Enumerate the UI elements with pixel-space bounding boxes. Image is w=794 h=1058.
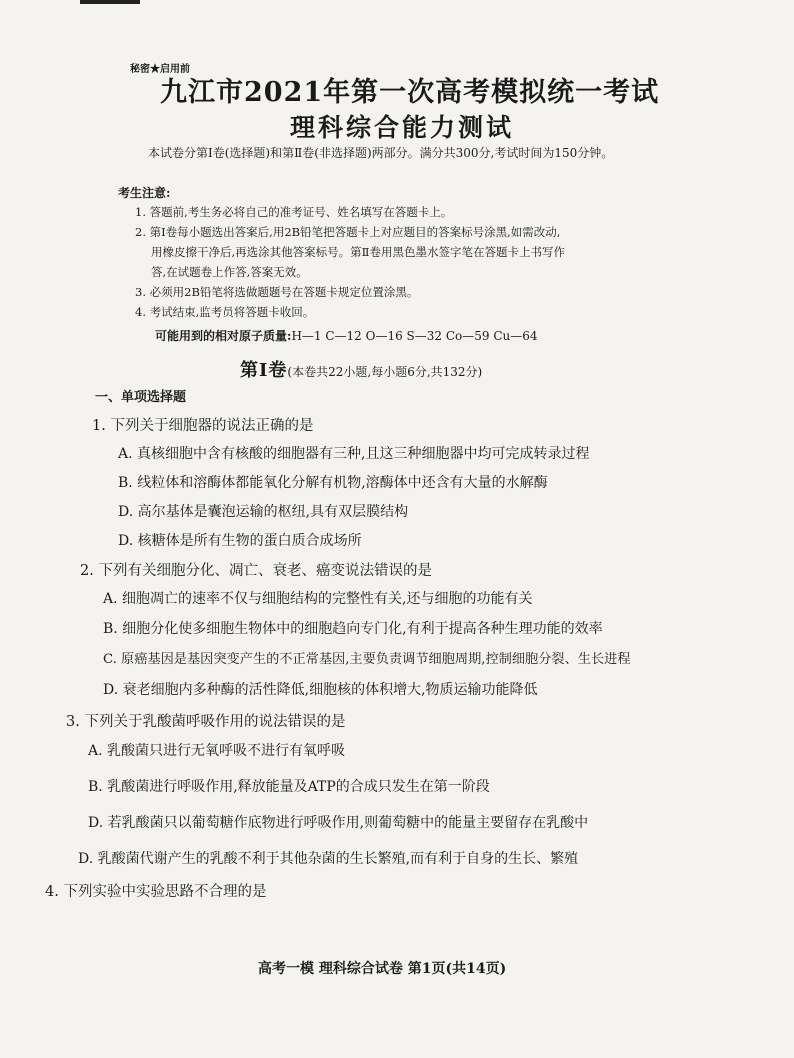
question-option: A. 真核细胞中含有核酸的细胞器有三种,且这三种细胞器中均可完成转录过程 xyxy=(118,446,590,462)
question-stem: 1. 下列关于细胞器的说法正确的是 xyxy=(92,418,314,434)
question-type: 一、单项选择题 xyxy=(95,390,187,405)
atomic-masses xyxy=(155,327,538,344)
note-item: 2. 第Ⅰ卷每小题选出答案后,用2B铅笔把答题卡上对应题目的答案标号涂黑,如需改动, xyxy=(135,225,561,239)
note-item: 3. 必须用2B铅笔将选做题题号在答题卡规定位置涂黑。 xyxy=(135,285,419,299)
question-option: C. 原癌基因是基因突变产生的不正常基因,主要负责调节细胞周期,控制细胞分裂、生长进程 xyxy=(103,652,631,667)
exam-subtitle: 理科综合能力测试 xyxy=(290,113,515,142)
note-item: 答,在试题卷上作答,答案无效。 xyxy=(151,265,308,279)
question-option: B. 线粒体和溶酶体都能氧化分解有机物,溶酶体中还含有大量的水解酶 xyxy=(118,475,548,491)
question-stem: 3. 下列关于乳酸菌呼吸作用的说法错误的是 xyxy=(66,714,346,730)
notes-list xyxy=(135,202,715,322)
intro-text: 本试卷分第Ⅰ卷(选择题)和第Ⅱ卷(非选择题)两部分。满分共300分,考试时间为150分钟。 xyxy=(148,146,614,160)
question-option: D. 衰老细胞内多种酶的活性降低,细胞核的体积增大,物质运输功能降低 xyxy=(103,682,538,698)
exam-intro xyxy=(118,142,708,164)
note-item: 4. 考试结束,监考员将答题卡收回。 xyxy=(135,305,315,319)
page-footer: 高考一模 理科综合试卷 第1页(共14页) xyxy=(258,961,507,977)
section-title: 第Ⅰ卷 xyxy=(240,360,288,381)
question-option: B. 乳酸菌进行呼吸作用,释放能量及ATP的合成只发生在第一阶段 xyxy=(88,779,490,795)
question-option: A. 乳酸菌只进行无氧呼吸不进行有氧呼吸 xyxy=(88,743,346,759)
question-option: D. 高尔基体是囊泡运输的枢纽,具有双层膜结构 xyxy=(118,504,409,520)
exam-title: 九江市2021年第一次高考模拟统一考试 xyxy=(160,77,660,108)
atomic-masses-values: H—1 C—12 O—16 S—32 Co—59 Cu—64 xyxy=(291,329,538,343)
note-item: 1. 答题前,考生务必将自己的准考证号、姓名填写在答题卡上。 xyxy=(135,205,453,219)
question-stem: 4. 下列实验中实验思路不合理的是 xyxy=(45,884,267,900)
atomic-masses-label: 可能用到的相对原子质量: xyxy=(155,329,292,343)
question-option: D. 若乳酸菌只以葡萄糖作底物进行呼吸作用,则葡萄糖中的能量主要留存在乳酸中 xyxy=(88,815,589,831)
note-item: 用橡皮擦干净后,再选涂其他答案标号。第Ⅱ卷用黑色墨水签字笔在答题卡上书写作 xyxy=(151,245,565,259)
question-stem: 2. 下列有关细胞分化、凋亡、衰老、癌变说法错误的是 xyxy=(80,563,432,579)
section-heading xyxy=(240,356,482,382)
question-option: B. 细胞分化使多细胞生物体中的细胞趋向专门化,有利于提高各种生理功能的效率 xyxy=(103,621,603,637)
scan-edge-mark xyxy=(80,0,140,4)
question-option: A. 细胞凋亡的速率不仅与细胞结构的完整性有关,还与细胞的功能有关 xyxy=(103,591,533,607)
question-option: D. 核糖体是所有生物的蛋白质合成场所 xyxy=(118,533,362,549)
question-option: D. 乳酸菌代谢产生的乳酸不利于其他杂菌的生长繁殖,而有利于自身的生长、繁殖 xyxy=(78,851,579,867)
section-note: (本卷共22小题,每小题6分,共132分) xyxy=(287,365,483,379)
notes-title: 考生注意: xyxy=(118,186,171,200)
secret-mark: 秘密★启用前 xyxy=(130,64,190,75)
